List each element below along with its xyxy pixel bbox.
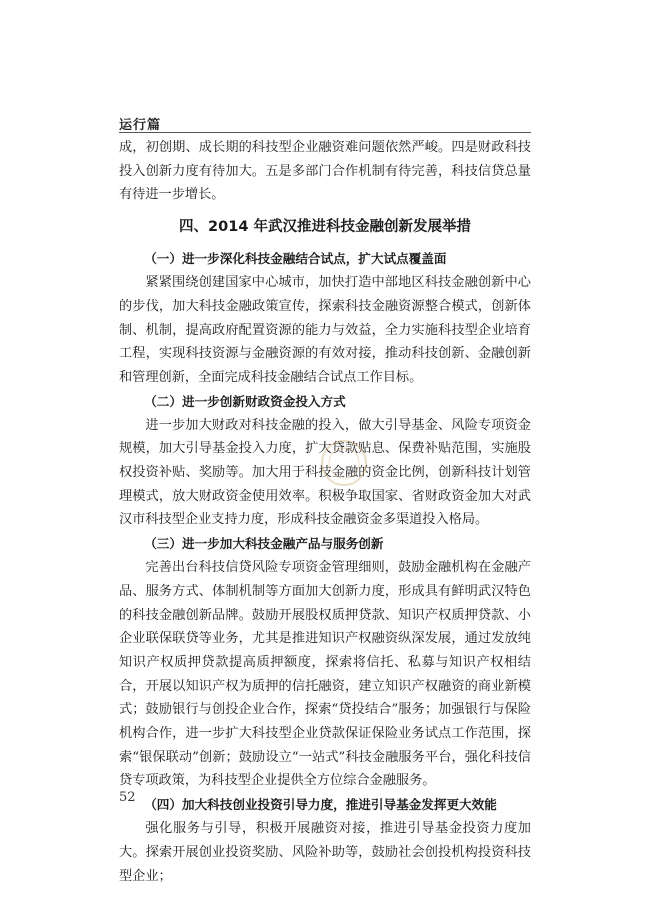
subsection-title-4: （四）加大科技创业投资引导力度，推进引导基金发挥更大效能 <box>144 797 497 813</box>
subsection-paragraph-3: 完善出台科技信贷风险专项资金管理细则，鼓励金融机构在金融产品、服务方式、体制机制等方面加大创新力度，形成具有鲜明武汉特色的科技金融创新品牌。鼓励开展股权质押贷款、知识产权质押贷款、小企业联保联贷等业务，尤其是推进知识产权融资纵深发展，通过发放纯知识产权质押贷款提高质押额度，探索将信托、私募与知识产权相结合，开展以知识产权为质押的信托融资，建立知识产权融资的商业新模式；鼓励银行与创投企业合作，探索“贷投结合”服务；加强银行与保险机构合作，进一步扩大科技型企业贷款保证保险业务试点工作范围，探索“银保联动”创新；鼓励设立“一站式”科技金融服务平台，强化科技信贷专项政策，为科技型企业提供全方位综合金融服务。 <box>119 560 531 789</box>
running-head: 运行篇 <box>119 118 162 133</box>
subsection-paragraph-2: 进一步加大财政对科技金融的投入，做大引导基金、风险专项资金规模，加大引导基金投入力度，扩大贷款贴息、保费补贴范围，实施股权投资补贴、奖励等。加大用于科技金融的资金比例，创新科技计划管理模式，放大财政资金使用效率。积极争取国家、省财政资金加大对武汉市科技型企业支持力度，形成科技金融资金多渠道投入格局。 <box>119 417 531 528</box>
subsection-title-1: （一）进一步深化科技金融结合试点，扩大试点覆盖面 <box>144 251 447 267</box>
subsection-title-2: （二）进一步创新财政资金投入方式 <box>144 393 346 409</box>
subsection-title-3: （三）进一步加大科技金融产品与服务创新 <box>144 536 384 552</box>
subsection-paragraph-1: 紧紧围绕创建国家中心城市，加快打造中部地区科技金融创新中心的步伐，加大科技金融政策宣传，探索科技金融资源整合模式，创新体制、机制，提高政府配置资源的能力与效益，全力实施科技型企业培育工程，实现科技资源与金融资源的有效对接，推动科技创新、金融创新和管理创新，全面完成科技金融结合试点工作目标。 <box>119 275 531 385</box>
section-title: 四、2014 年武汉推进科技金融创新发展举措 <box>179 219 471 236</box>
subsection-paragraph-4: 强化服务与引导，积极开展融资对接，推进引导基金投资力度加大。探索开展创业投资奖励、风险补助等，鼓励社会创投机构投资科技型企业； <box>119 821 531 884</box>
watermark-stamp <box>318 437 370 489</box>
intro-paragraph: 成，初创期、成长期的科技型企业融资难问题依然严峻。四是财政科技投入创新力度有待加大。五是多部门合作机制有待完善，科技信贷总量有待进一步增长。 <box>119 140 531 203</box>
page-content <box>119 136 531 888</box>
header-rule <box>119 132 531 133</box>
page-number: 52 <box>119 790 136 805</box>
